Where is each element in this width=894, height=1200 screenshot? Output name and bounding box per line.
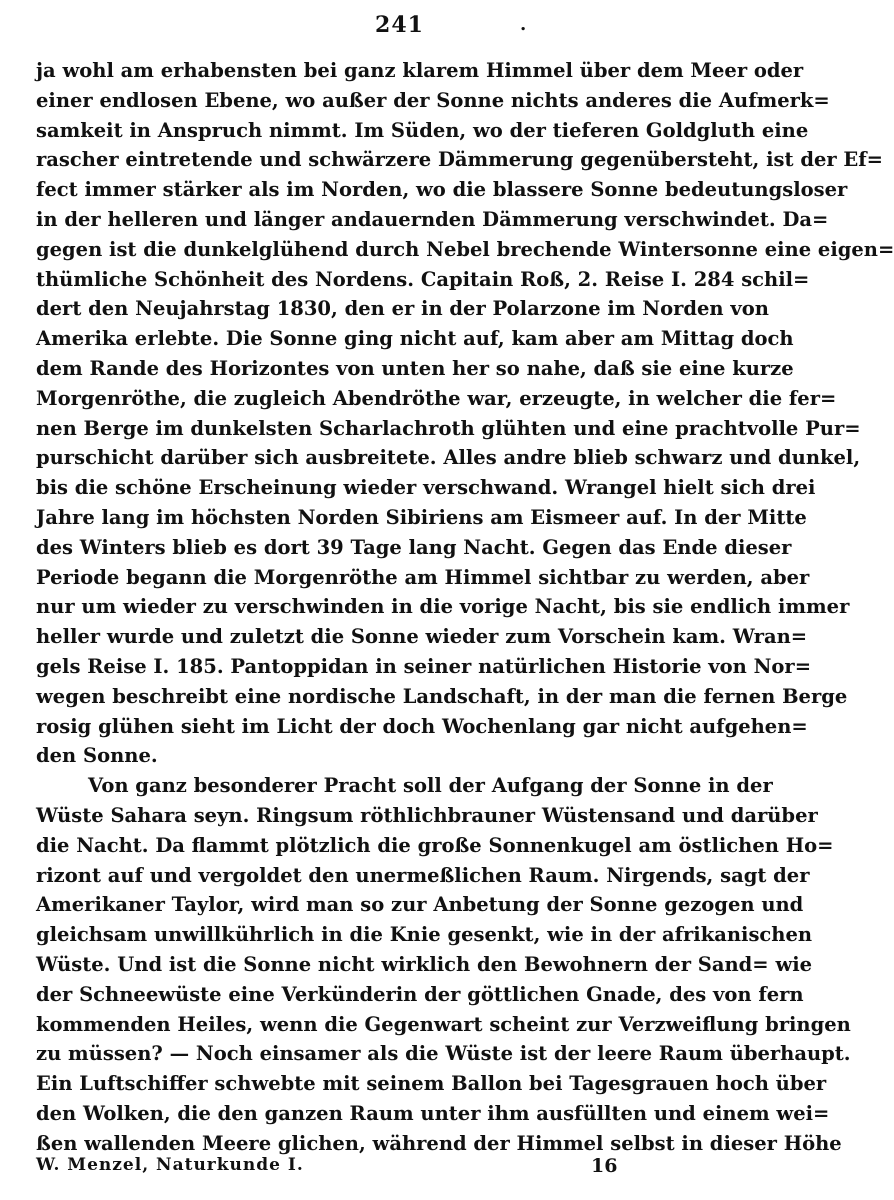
- sheet-number: 16: [591, 1155, 618, 1177]
- text-line: nur um wieder zu verschwinden in die vorige Nacht, bis sie endlich immer: [36, 595, 850, 619]
- text-line: ßen wallenden Meere glichen, während der Himmel selbst in dieser Höhe: [36, 1131, 842, 1155]
- text-line: die Nacht. Da flammt plötzlich die große Sonnenkugel am östlichen Ho=: [36, 833, 834, 857]
- text-line: zu müssen? — Noch einsamer als die Wüste ist der leere Raum überhaupt.: [36, 1042, 851, 1066]
- text-line: gleichsam unwillkührlich in die Knie gesenkt, wie in der afrikanischen: [36, 923, 813, 947]
- text-line: fect immer stärker als im Norden, wo die blassere Sonne bedeutungsloser: [36, 178, 848, 202]
- text-line: Ein Luftschiffer schwebte mit seinem Ballon bei Tagesgrauen hoch über: [36, 1072, 827, 1096]
- text-line: in der helleren und länger andauernden Dämmerung verschwindet. Da=: [36, 207, 829, 231]
- text-line: dert den Neujahrstag 1830, den er in der Polarzone im Norden von: [36, 297, 769, 321]
- text-line: rosig glühen sieht im Licht der doch Wochenlang gar nicht aufgehen=: [36, 714, 808, 738]
- text-line: Wüste. Und ist die Sonne nicht wirklich den Bewohnern der Sand= wie: [36, 952, 813, 976]
- text-line: Amerikaner Taylor, wird man so zur Anbetung der Sonne gezogen und: [36, 893, 804, 917]
- text-line: dem Rande des Horizontes von unten her so nahe, daß sie eine kurze: [36, 356, 794, 380]
- text-line: rascher eintretende und schwärzere Dämmerung gegenübersteht, ist der Ef=: [36, 148, 884, 172]
- text-line: den Wolken, die den ganzen Raum unter ihm ausfüllten und einem wei=: [36, 1101, 830, 1125]
- text-line: Morgenröthe, die zugleich Abendröthe war, erzeugte, in welcher die fer=: [36, 386, 837, 410]
- text-line: den Sonne.: [36, 744, 158, 768]
- text-line: Von ganz besonderer Pracht soll der Aufgang der Sonne in der: [88, 774, 773, 798]
- text-line: der Schneewüste eine Verkünderin der göttlichen Gnade, des von fern: [36, 982, 804, 1006]
- text-line: gels Reise I. 185. Pantoppidan in seiner natürlichen Historie von Nor=: [36, 654, 812, 678]
- text-line: samkeit in Anspruch nimmt. Im Süden, wo der tieferen Goldgluth eine: [36, 118, 809, 142]
- text-line: Jahre lang im höchsten Norden Sibiriens am Eismeer auf. In der Mitte: [36, 505, 807, 529]
- header-mark: .: [520, 14, 527, 35]
- text-line: gegen ist die dunkelglühend durch Nebel brechende Wintersonne eine eigen=: [36, 237, 894, 261]
- paragraph-2: [36, 771, 851, 1158]
- text-line: Amerika erlebte. Die Sonne ging nicht auf, kam aber am Mittag doch: [36, 327, 794, 351]
- text-line: heller wurde und zuletzt die Sonne wieder zum Vorschein kam. Wran=: [36, 625, 808, 649]
- page-number: 241: [375, 12, 424, 38]
- text-line: Wüste Sahara seyn. Ringsum röthlichbrauner Wüstensand und darüber: [36, 803, 818, 827]
- text-line: bis die schöne Erscheinung wieder verschwand. Wrangel hielt sich drei: [36, 476, 816, 500]
- text-line: des Winters blieb es dort 39 Tage lang Nacht. Gegen das Ende dieser: [36, 535, 792, 559]
- text-line: thümliche Schönheit des Nordens. Capitain Roß, 2. Reise I. 284 schil=: [36, 267, 810, 291]
- paragraph-1: [36, 56, 894, 771]
- text-line: ja wohl am erhabensten bei ganz klarem Himmel über dem Meer oder: [36, 59, 804, 82]
- page-footer: [36, 1155, 748, 1183]
- text-line: rizont auf und vergoldet den unermeßlichen Raum. Nirgends, sagt der: [36, 863, 810, 887]
- text-line: Periode begann die Morgenröthe am Himmel sichtbar zu werden, aber: [36, 565, 810, 589]
- text-line: kommenden Heiles, wenn die Gegenwart scheint zur Verzweiflung bringen: [36, 1012, 851, 1036]
- text-line: purschicht darüber sich ausbreitete. Alles andre blieb schwarz und dunkel,: [36, 446, 861, 470]
- text-line: wegen beschreibt eine nordische Landschaft, in der man die fernen Berge: [36, 684, 848, 708]
- printer-signature: W. Menzel, Naturkunde I.: [36, 1155, 304, 1175]
- text-line: nen Berge im dunkelsten Scharlachroth glühten und eine prachtvolle Pur=: [36, 416, 861, 440]
- text-line: einer endlosen Ebene, wo außer der Sonne nichts anderes die Aufmerk=: [36, 88, 830, 112]
- body-text: [36, 56, 894, 1158]
